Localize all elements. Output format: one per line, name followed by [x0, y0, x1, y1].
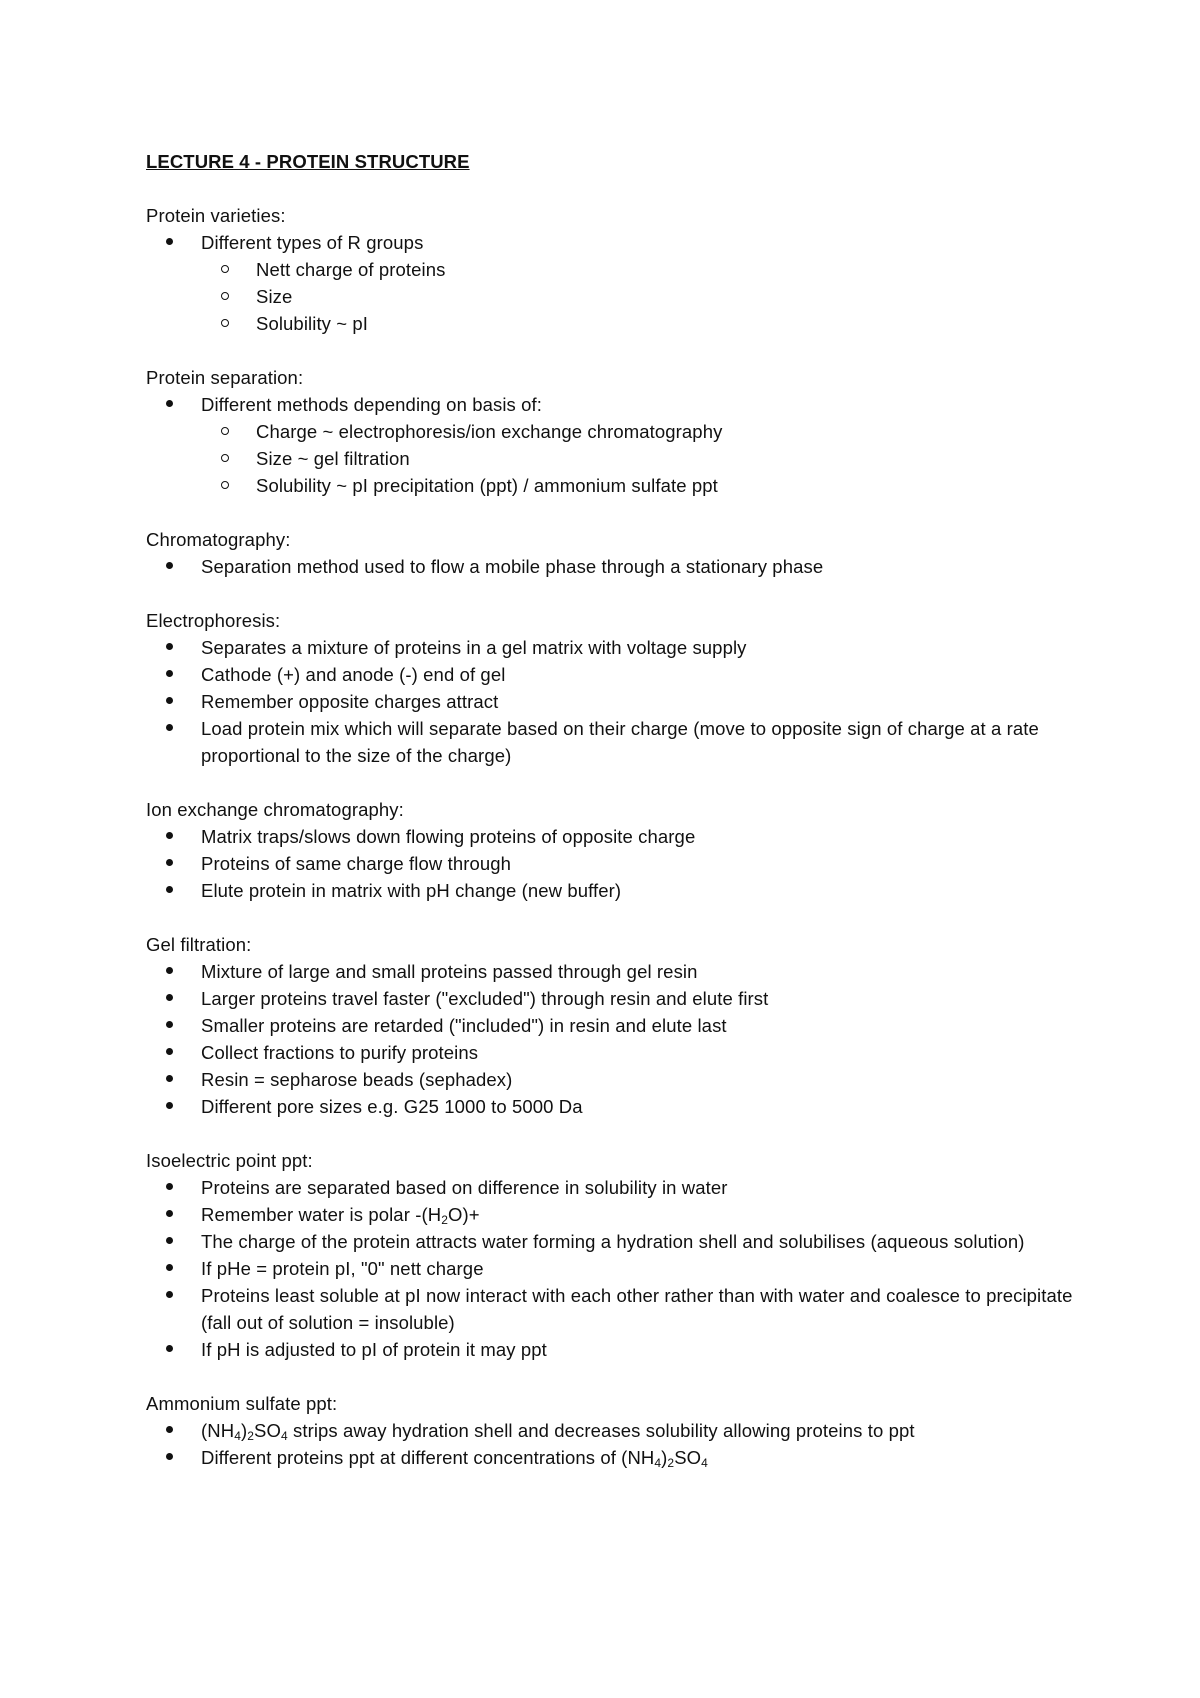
list-item-text: Proteins of same charge flow through [201, 853, 512, 874]
sub-list-item [146, 283, 1106, 310]
bullet-icon [166, 967, 173, 974]
bullet-icon [166, 1075, 173, 1082]
list-item-text: Different proteins ppt at different concentrations of $(NH_4)_2SO_4$ [201, 1447, 708, 1470]
bullet-icon [166, 1264, 173, 1271]
sub-list-item-text: Size ~ gel filtration [256, 448, 410, 469]
list-item [146, 1093, 1106, 1120]
list-item [146, 1066, 1106, 1093]
bullet-icon [166, 832, 173, 839]
list-item-text: Mixture of large and small proteins passed through gel resin [201, 961, 698, 982]
hollow-bullet-icon [221, 427, 229, 435]
lecture-title: LECTURE 4 - PROTEIN STRUCTURE [146, 151, 470, 172]
list-item-text: Remember opposite charges attract [201, 691, 499, 712]
list-item [146, 715, 1106, 769]
list-item-text: Separates a mixture of proteins in a gel matrix with voltage supply [201, 637, 747, 658]
hollow-bullet-icon [221, 481, 229, 489]
list-item-text: If pH is adjusted to pI of protein it may ppt [201, 1339, 547, 1360]
section-heading: Gel filtration: [146, 934, 252, 955]
bullet-list [146, 391, 1106, 499]
list-item-text: Elute protein in matrix with pH change (new buffer) [201, 880, 622, 901]
section-heading: Protein separation: [146, 367, 304, 388]
list-item [146, 823, 1106, 850]
section-electrophoresis [146, 607, 1106, 769]
sub-list-item-text: Solubility ~ pI [256, 313, 369, 334]
bullet-icon [166, 1237, 173, 1244]
section-protein-varieties [146, 202, 1106, 337]
bullet-icon [166, 1291, 173, 1298]
section-gel-filtration [146, 931, 1106, 1120]
hollow-bullet-icon [221, 265, 229, 273]
sub-list [201, 256, 1106, 337]
section-isoelectric-point [146, 1147, 1106, 1363]
list-item [146, 1012, 1106, 1039]
bullet-icon [166, 670, 173, 677]
list-item-text: Proteins are separated based on difference in solubility in water [201, 1177, 728, 1198]
section-ammonium-sulfate [146, 1390, 1106, 1471]
list-item-text: Different types of R groups [201, 232, 424, 253]
bullet-icon [166, 1021, 173, 1028]
section-heading: Protein varieties: [146, 205, 286, 226]
bullet-icon [166, 1048, 173, 1055]
sub-list-item [146, 445, 1106, 472]
list-item [146, 958, 1106, 985]
list-item [146, 1336, 1106, 1363]
list-item [146, 1417, 1106, 1444]
section-protein-separation [146, 364, 1106, 499]
list-item [146, 877, 1106, 904]
sub-list-item-text: Size [256, 286, 293, 307]
list-item [146, 985, 1106, 1012]
section-heading: Isoelectric point ppt: [146, 1150, 313, 1171]
bullet-list [146, 823, 1106, 904]
list-item-text: Larger proteins travel faster ("excluded") through resin and elute first [201, 988, 769, 1009]
list-item-text: Matrix traps/slows down flowing proteins of opposite charge [201, 826, 696, 847]
bullet-icon [166, 1345, 173, 1352]
list-item-text: Resin = sepharose beads (sephadex) [201, 1069, 513, 1090]
bullet-icon [166, 724, 173, 731]
list-item [146, 391, 1106, 499]
bullet-icon [166, 400, 173, 407]
bullet-list [146, 1174, 1106, 1363]
bullet-icon [166, 1210, 173, 1217]
section-ion-exchange [146, 796, 1106, 904]
document-body [146, 148, 1106, 1498]
bullet-list [146, 229, 1106, 337]
list-item [146, 1174, 1106, 1201]
hollow-bullet-icon [221, 454, 229, 462]
list-item-text: The charge of the protein attracts water forming a hydration shell and solubilises (aqueous solution) [201, 1231, 1025, 1252]
list-item-text: Different methods depending on basis of: [201, 394, 542, 415]
list-item-text: Different pore sizes e.g. G25 1000 to 5000 Da [201, 1096, 583, 1117]
list-item-text: $(NH_4)_2SO_4$ strips away hydration shell and decreases solubility allowing proteins to ppt [201, 1420, 915, 1443]
section-heading: Electrophoresis: [146, 610, 281, 631]
bullet-icon [166, 886, 173, 893]
section-chromatography [146, 526, 1106, 580]
sub-list [201, 418, 1106, 499]
list-item-text: Smaller proteins are retarded ("included") in resin and elute last [201, 1015, 727, 1036]
list-item [146, 1255, 1106, 1282]
list-item-text: If pHe = protein pI, "0" nett charge [201, 1258, 484, 1279]
list-item [146, 1282, 1106, 1336]
sub-list-item [146, 418, 1106, 445]
list-item-text: Separation method used to flow a mobile phase through a stationary phase [201, 556, 824, 577]
bullet-icon [166, 562, 173, 569]
bullet-icon [166, 1453, 173, 1460]
bullet-icon [166, 697, 173, 704]
list-item [146, 850, 1106, 877]
sub-list-item [146, 310, 1106, 337]
list-item [146, 688, 1106, 715]
sub-list-item [146, 256, 1106, 283]
bullet-list [146, 1417, 1106, 1471]
bullet-icon [166, 238, 173, 245]
section-heading: Ammonium sulfate ppt: [146, 1393, 338, 1414]
bullet-icon [166, 1183, 173, 1190]
bullet-icon [166, 859, 173, 866]
hollow-bullet-icon [221, 319, 229, 327]
bullet-list [146, 634, 1106, 769]
bullet-icon [166, 1426, 173, 1433]
list-item [146, 1201, 1106, 1228]
list-item [146, 661, 1106, 688]
list-item-text: Proteins least soluble at pI now interact with each other rather than with water and coalesce to precipitate (fall out of solution = insoluble) [201, 1285, 1073, 1333]
list-item-text: Cathode (+) and anode (-) end of gel [201, 664, 506, 685]
bullet-icon [166, 643, 173, 650]
list-item-text: Collect fractions to purify proteins [201, 1042, 479, 1063]
list-item [146, 229, 1106, 337]
section-heading: Chromatography: [146, 529, 291, 550]
sub-list-item-text: Nett charge of proteins [256, 259, 446, 280]
bullet-list [146, 553, 1106, 580]
list-item [146, 553, 1106, 580]
bullet-icon [166, 994, 173, 1001]
list-item [146, 1228, 1106, 1255]
sub-list-item-text: Solubility ~ pI precipitation (ppt) / ammonium sulfate ppt [256, 475, 718, 496]
list-item [146, 634, 1106, 661]
section-heading: Ion exchange chromatography: [146, 799, 404, 820]
hollow-bullet-icon [221, 292, 229, 300]
bullet-list [146, 958, 1106, 1120]
list-item-text: Remember water is polar $-(H_2O)+$ [201, 1204, 480, 1227]
bullet-icon [166, 1102, 173, 1109]
list-item [146, 1039, 1106, 1066]
list-item-text: Load protein mix which will separate based on their charge (move to opposite sign of charge at a rate proportional to the size of the charge) [201, 718, 1039, 766]
sub-list-item-text: Charge ~ electrophoresis/ion exchange chromatography [256, 421, 723, 442]
sub-list-item [146, 472, 1106, 499]
list-item [146, 1444, 1106, 1471]
